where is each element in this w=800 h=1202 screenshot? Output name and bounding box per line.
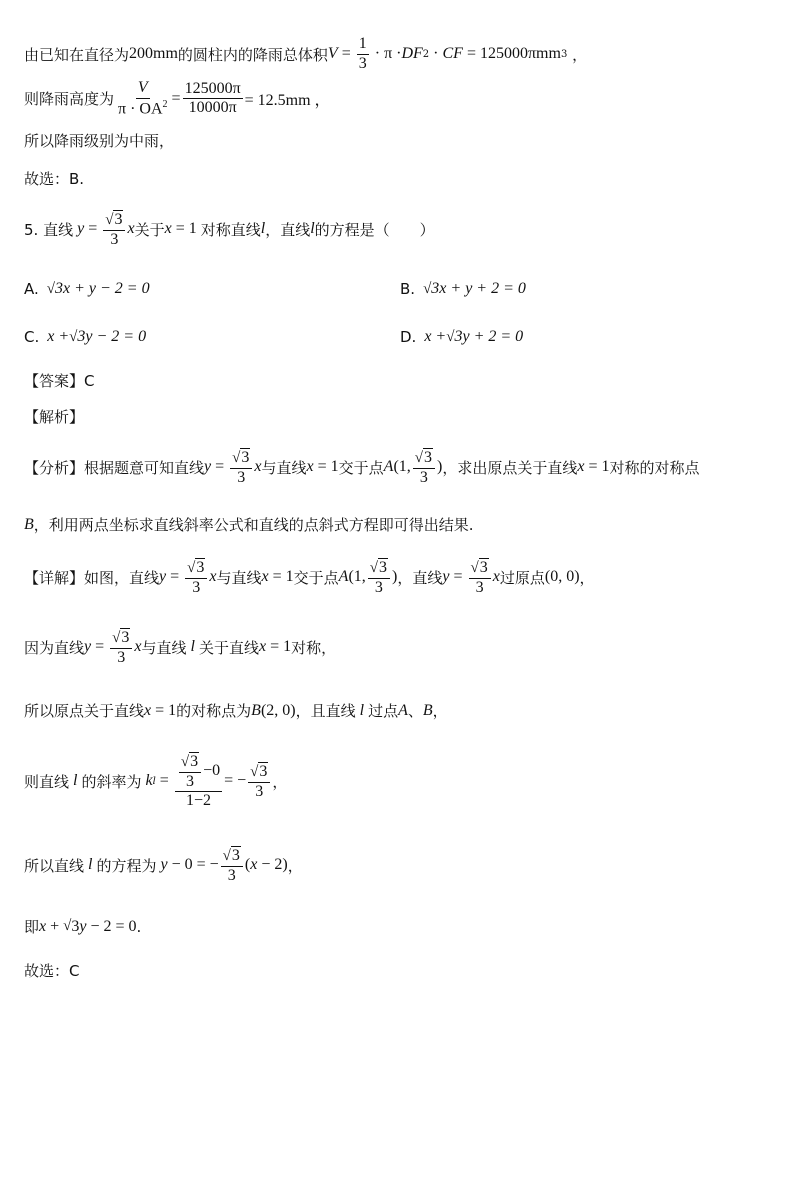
fenxi-line: 【分析】根据题意可知直线 y = √ 3 3 x 与直线 x = 1 交于点 A (1, √ 3 3 ) ，求出原点关于直线 x = 1 对称的对称点 [24,449,700,486]
text: = 125000πmm [466,45,561,63]
text: 3y − 2 = 0 [77,328,147,345]
text: ， [287,856,303,875]
line-choose-b: 故选：B. [24,170,85,188]
text: 即 [24,918,40,936]
text: ，利用两点坐标求直线斜率公式和直线的点斜式方程即可得出结果. [33,516,474,534]
xielv-line: 则直线 l 的斜率为 k l = √ 3 3 −0 1−2 = − √ 3 3 ， [24,753,288,810]
text: 与直线 [261,458,307,477]
text: 【详解】如图，直线 [24,568,160,587]
text: 由已知在直径为 [24,45,130,64]
text: ， [272,772,288,791]
text: ， [432,702,448,720]
text: 关于 [134,220,165,239]
fraction-slope: √ 3 3 −0 1−2 [175,752,222,810]
text: 的方程是（ ） [314,220,435,239]
fraction-v-over-area [116,80,170,118]
text: 3x + y − 2 = 0 [55,280,150,297]
text: 对称的对称点 [609,458,700,477]
yinwei-line: 因为直线 y = √ 3 3 x 与直线 l 关于直线 x = 1 对称， [24,629,337,666]
text: 关于直线 [198,638,259,657]
text: C. [24,328,40,346]
text: 200mm [129,45,178,63]
text: ，求出原点关于直线 [442,458,578,477]
text: 、 [407,702,423,720]
option-d[interactable]: D. x + √ 3y + 2 = 0 [400,328,524,346]
text: x + [47,328,70,345]
text: B. [400,280,416,298]
text: 交于点 [338,458,384,477]
xiangjie-line: 【详解】如图，直线 y = √ 3 3 x 与直线 x = 1 交于点 A (1, √ 3 3 ) ，直线 y = √ 3 3 x 过原点 (0, 0) ， [24,559,595,596]
text: . [136,917,142,936]
question-5: 5. 直线 y = √ 3 3 x 关于 x = 1 对称直线 l ，直线 l 的方程是（ ） [24,211,435,248]
text: 3x + y + 2 = 0 [431,280,526,297]
text: ，直线 [397,568,443,587]
text: = 12.5mm ， [244,92,331,110]
line-height: 则降雨高度为 $\frac{V}{\pi \cdot OA^2}$ = $\frac{125000\pi}{10000\pi}$ = 12.5mm ， [24,79,331,118]
text: ，且直线 [295,702,356,720]
text: 则降雨高度为 [24,90,115,109]
line-level: 所以降雨级别为中雨， [24,132,175,150]
text: 的方程为 [96,856,157,875]
option-b[interactable]: B. √ 3x + y + 2 = 0 [400,280,526,298]
text: V [136,80,150,99]
ji-line: 即 x + √ 3 y − 2 = 0 . [24,917,142,936]
text: 125000π [183,81,243,100]
text: 交于点 [293,568,339,587]
text: 所以原点关于直线 [24,702,145,720]
analysis-label: 【解析】 [24,408,85,426]
text: 因为直线 [24,638,85,657]
text: 过点 [368,702,399,720]
text: 对称， [291,638,337,657]
line-choose-c: 故选：C [24,962,80,980]
text: D. [400,328,417,346]
text: 的圆柱内的降雨总体积 [177,45,328,64]
fraction-one-third: $\frac{1}{3}$ [358,35,367,72]
text: 则直线 [24,772,70,791]
text: 所以直线 [24,856,85,875]
text: 5. 直线 [24,220,74,239]
math-v: V [327,45,338,63]
text: 10000π [188,99,237,117]
suoyi-line: 所以原点关于直线 x = 1 的对称点为 B (2, 0) ，且直线 l 过点 A 、 B ， [24,701,448,720]
text: 的斜率为 [81,772,142,791]
text: ，直线 [265,220,311,239]
text: 与直线 [216,568,262,587]
text: 过原点 [499,568,545,587]
fenxi-line-2: B ，利用两点坐标求直线斜率公式和直线的点斜式方程即可得出结果. [24,515,474,534]
text: A. [24,280,39,298]
fraction-values [183,81,243,118]
text: 【分析】根据题意可知直线 [24,458,205,477]
text: 与直线 [141,638,187,657]
option-c[interactable]: C. x + √ 3y − 2 = 0 [24,328,147,346]
text: ， [579,568,595,587]
text: 的对称点为 [176,702,252,720]
text: $\pi \cdot OA^2$ [118,98,168,118]
answer-label: 【答案】C [24,372,95,390]
line-volume: 由已知在直径为 200mm 的圆柱内的降雨总体积 V = $\frac{1}{3}$ · π · DF 2 · CF = 125000πmm 3 ， [24,35,588,72]
text: 3y + 2 = 0 [454,328,524,345]
fraction-sqrt3-over-3: √ 3 3 [103,210,125,248]
option-a[interactable]: A. √ 3x + y − 2 = 0 [24,280,150,298]
text: x + [424,328,447,345]
fangcheng-line: 所以直线 l 的方程为 y − 0 = − √ 3 3 ( x − 2) ， [24,847,303,884]
text: 对称直线 [200,220,261,239]
